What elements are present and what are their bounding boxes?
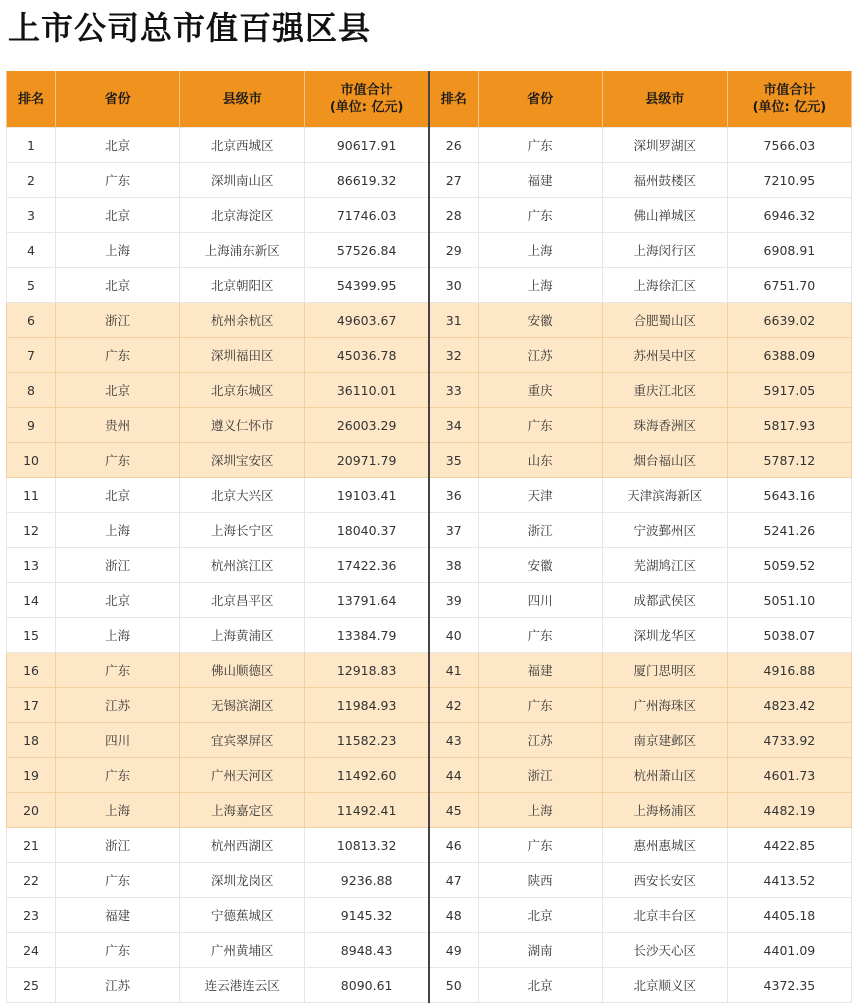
cell-county: 连云港连云区 [180,968,305,1003]
cell-rank: 21 [7,828,56,863]
cell-rank: 10 [7,443,56,478]
cell-county: 烟台福山区 [602,443,727,478]
cell-rank: 46 [429,828,478,863]
cell-province: 广东 [56,443,180,478]
cell-value: 6946.32 [727,198,851,233]
cell-county: 深圳福田区 [180,338,305,373]
cell-county: 宜宾翠屏区 [180,723,305,758]
table-row [7,828,852,863]
cell-value: 5051.10 [727,583,851,618]
header-county: 县级市 [602,71,727,128]
cell-rank: 42 [429,688,478,723]
table-row [7,968,852,1003]
cell-province: 北京 [56,478,180,513]
cell-province: 浙江 [56,303,180,338]
cell-rank: 5 [7,268,56,303]
cell-value: 9145.32 [305,898,429,933]
cell-county: 上海长宁区 [180,513,305,548]
cell-province: 江苏 [478,723,602,758]
cell-value: 8948.43 [305,933,429,968]
cell-rank: 38 [429,548,478,583]
cell-province: 广东 [478,688,602,723]
cell-rank: 7 [7,338,56,373]
cell-county: 上海嘉定区 [180,793,305,828]
cell-value: 71746.03 [305,198,429,233]
cell-county: 佛山禅城区 [602,198,727,233]
cell-rank: 15 [7,618,56,653]
cell-province: 浙江 [478,513,602,548]
cell-value: 13791.64 [305,583,429,618]
cell-value: 54399.95 [305,268,429,303]
cell-county: 合肥蜀山区 [602,303,727,338]
cell-county: 宁德蕉城区 [180,898,305,933]
cell-rank: 43 [429,723,478,758]
cell-county: 福州鼓楼区 [602,163,727,198]
cell-county: 上海杨浦区 [602,793,727,828]
cell-county: 芜湖鸠江区 [602,548,727,583]
cell-province: 广东 [56,758,180,793]
table-row [7,758,852,793]
cell-value: 57526.84 [305,233,429,268]
header-value [727,71,851,128]
table-row [7,618,852,653]
cell-rank: 4 [7,233,56,268]
cell-rank: 23 [7,898,56,933]
cell-value: 6908.91 [727,233,851,268]
cell-province: 贵州 [56,408,180,443]
cell-value: 5917.05 [727,373,851,408]
page-title: 上市公司总市值百强区县 [8,9,372,47]
cell-province: 江苏 [56,968,180,1003]
cell-province: 湖南 [478,933,602,968]
cell-province: 上海 [478,793,602,828]
cell-rank: 22 [7,863,56,898]
cell-rank: 16 [7,653,56,688]
cell-value: 36110.01 [305,373,429,408]
table-row [7,373,852,408]
cell-value: 6751.70 [727,268,851,303]
cell-province: 广东 [478,198,602,233]
cell-province: 四川 [56,723,180,758]
cell-province: 广东 [56,933,180,968]
table-row [7,408,852,443]
cell-province: 北京 [56,583,180,618]
cell-value: 49603.67 [305,303,429,338]
cell-value: 4601.73 [727,758,851,793]
cell-county: 苏州吴中区 [602,338,727,373]
cell-rank: 14 [7,583,56,618]
cell-county: 杭州余杭区 [180,303,305,338]
cell-value: 5643.16 [727,478,851,513]
table-row [7,513,852,548]
cell-province: 四川 [478,583,602,618]
cell-county: 北京顺义区 [602,968,727,1003]
cell-province: 广东 [478,408,602,443]
cell-rank: 8 [7,373,56,408]
cell-county: 惠州惠城区 [602,828,727,863]
cell-rank: 36 [429,478,478,513]
cell-value: 5787.12 [727,443,851,478]
cell-rank: 50 [429,968,478,1003]
header-province: 省份 [478,71,602,128]
cell-province: 上海 [56,793,180,828]
cell-rank: 33 [429,373,478,408]
cell-county: 厦门思明区 [602,653,727,688]
cell-rank: 20 [7,793,56,828]
cell-province: 广东 [478,618,602,653]
cell-province: 浙江 [56,548,180,583]
cell-county: 上海浦东新区 [180,233,305,268]
cell-rank: 9 [7,408,56,443]
table-row [7,583,852,618]
cell-county: 成都武侯区 [602,583,727,618]
table-row [7,653,852,688]
cell-rank: 40 [429,618,478,653]
cell-province: 江苏 [478,338,602,373]
cell-value: 11492.60 [305,758,429,793]
cell-rank: 44 [429,758,478,793]
cell-value: 7566.03 [727,128,851,163]
cell-province: 重庆 [478,373,602,408]
cell-county: 上海黄浦区 [180,618,305,653]
cell-province: 上海 [478,268,602,303]
table-row [7,933,852,968]
table-row [7,338,852,373]
header-value [305,71,429,128]
header-province: 省份 [56,71,180,128]
table-row [7,863,852,898]
header-value-line1: 市值合计 [340,83,393,98]
table-body [7,128,852,1003]
cell-value: 4916.88 [727,653,851,688]
cell-value: 90617.91 [305,128,429,163]
cell-province: 北京 [56,128,180,163]
cell-county: 深圳宝安区 [180,443,305,478]
cell-province: 北京 [478,968,602,1003]
cell-province: 江苏 [56,688,180,723]
table-row [7,793,852,828]
cell-rank: 41 [429,653,478,688]
cell-county: 珠海香洲区 [602,408,727,443]
cell-county: 深圳南山区 [180,163,305,198]
cell-county: 宁波鄞州区 [602,513,727,548]
cell-province: 浙江 [56,828,180,863]
table-row [7,303,852,338]
cell-county: 深圳龙岗区 [180,863,305,898]
ranking-table [6,71,852,1003]
cell-rank: 1 [7,128,56,163]
cell-value: 5059.52 [727,548,851,583]
table-row [7,478,852,513]
cell-rank: 32 [429,338,478,373]
cell-county: 上海徐汇区 [602,268,727,303]
cell-county: 天津滨海新区 [602,478,727,513]
cell-value: 4422.85 [727,828,851,863]
cell-rank: 47 [429,863,478,898]
cell-province: 广东 [56,863,180,898]
cell-county: 重庆江北区 [602,373,727,408]
cell-rank: 24 [7,933,56,968]
cell-value: 5038.07 [727,618,851,653]
cell-value: 12918.83 [305,653,429,688]
cell-value: 11984.93 [305,688,429,723]
cell-county: 北京大兴区 [180,478,305,513]
cell-rank: 48 [429,898,478,933]
cell-value: 6639.02 [727,303,851,338]
header-value-line2: (单位: 亿元) [752,100,827,115]
cell-county: 南京建邺区 [602,723,727,758]
cell-value: 5817.93 [727,408,851,443]
cell-value: 13384.79 [305,618,429,653]
cell-rank: 13 [7,548,56,583]
table-header [7,71,852,128]
cell-province: 上海 [478,233,602,268]
cell-value: 4372.35 [727,968,851,1003]
cell-county: 北京昌平区 [180,583,305,618]
cell-rank: 30 [429,268,478,303]
cell-county: 佛山顺德区 [180,653,305,688]
cell-rank: 37 [429,513,478,548]
cell-rank: 39 [429,583,478,618]
cell-value: 6388.09 [727,338,851,373]
cell-county: 广州海珠区 [602,688,727,723]
cell-province: 福建 [56,898,180,933]
cell-province: 陕西 [478,863,602,898]
table-row [7,548,852,583]
cell-value: 5241.26 [727,513,851,548]
cell-province: 安徽 [478,303,602,338]
cell-county: 上海闵行区 [602,233,727,268]
cell-province: 北京 [478,898,602,933]
cell-rank: 34 [429,408,478,443]
cell-rank: 25 [7,968,56,1003]
table-row [7,268,852,303]
cell-province: 浙江 [478,758,602,793]
cell-value: 4405.18 [727,898,851,933]
table-row [7,723,852,758]
cell-rank: 12 [7,513,56,548]
cell-rank: 3 [7,198,56,233]
cell-province: 福建 [478,653,602,688]
cell-rank: 49 [429,933,478,968]
cell-county: 北京海淀区 [180,198,305,233]
cell-province: 广东 [478,128,602,163]
cell-province: 山东 [478,443,602,478]
cell-rank: 35 [429,443,478,478]
cell-value: 9236.88 [305,863,429,898]
cell-county: 遵义仁怀市 [180,408,305,443]
cell-rank: 27 [429,163,478,198]
cell-province: 广东 [56,163,180,198]
cell-province: 福建 [478,163,602,198]
cell-value: 4823.42 [727,688,851,723]
cell-value: 7210.95 [727,163,851,198]
table-row [7,688,852,723]
cell-value: 4413.52 [727,863,851,898]
cell-value: 8090.61 [305,968,429,1003]
cell-county: 北京丰台区 [602,898,727,933]
cell-rank: 26 [429,128,478,163]
cell-county: 西安长安区 [602,863,727,898]
cell-value: 4482.19 [727,793,851,828]
cell-value: 26003.29 [305,408,429,443]
cell-rank: 11 [7,478,56,513]
cell-county: 北京西城区 [180,128,305,163]
header-value-line1: 市值合计 [763,83,816,98]
cell-county: 深圳龙华区 [602,618,727,653]
cell-province: 北京 [56,198,180,233]
cell-value: 17422.36 [305,548,429,583]
cell-value: 4401.09 [727,933,851,968]
header-value-line2: (单位: 亿元) [329,100,404,115]
header-county: 县级市 [180,71,305,128]
cell-province: 广东 [56,338,180,373]
cell-province: 北京 [56,373,180,408]
cell-province: 上海 [56,513,180,548]
cell-value: 19103.41 [305,478,429,513]
cell-province: 广东 [478,828,602,863]
cell-county: 杭州滨江区 [180,548,305,583]
cell-province: 上海 [56,618,180,653]
cell-county: 北京东城区 [180,373,305,408]
cell-province: 上海 [56,233,180,268]
cell-rank: 17 [7,688,56,723]
cell-county: 杭州西湖区 [180,828,305,863]
cell-county: 广州天河区 [180,758,305,793]
table-row [7,128,852,163]
cell-rank: 18 [7,723,56,758]
cell-value: 11492.41 [305,793,429,828]
cell-value: 45036.78 [305,338,429,373]
cell-rank: 31 [429,303,478,338]
cell-rank: 6 [7,303,56,338]
cell-value: 18040.37 [305,513,429,548]
cell-rank: 29 [429,233,478,268]
cell-rank: 28 [429,198,478,233]
cell-province: 广东 [56,653,180,688]
cell-rank: 2 [7,163,56,198]
cell-province: 安徽 [478,548,602,583]
cell-province: 天津 [478,478,602,513]
cell-value: 20971.79 [305,443,429,478]
cell-county: 长沙天心区 [602,933,727,968]
cell-value: 11582.23 [305,723,429,758]
table-row [7,443,852,478]
header-rank: 排名 [429,71,478,128]
cell-county: 杭州萧山区 [602,758,727,793]
cell-value: 4733.92 [727,723,851,758]
cell-rank: 19 [7,758,56,793]
cell-county: 无锡滨湖区 [180,688,305,723]
header-row [7,71,852,128]
table-row [7,233,852,268]
cell-value: 10813.32 [305,828,429,863]
cell-county: 北京朝阳区 [180,268,305,303]
cell-value: 86619.32 [305,163,429,198]
cell-province: 北京 [56,268,180,303]
table-row [7,198,852,233]
cell-county: 深圳罗湖区 [602,128,727,163]
table-row [7,163,852,198]
header-rank: 排名 [7,71,56,128]
table-row [7,898,852,933]
cell-county: 广州黄埔区 [180,933,305,968]
cell-rank: 45 [429,793,478,828]
